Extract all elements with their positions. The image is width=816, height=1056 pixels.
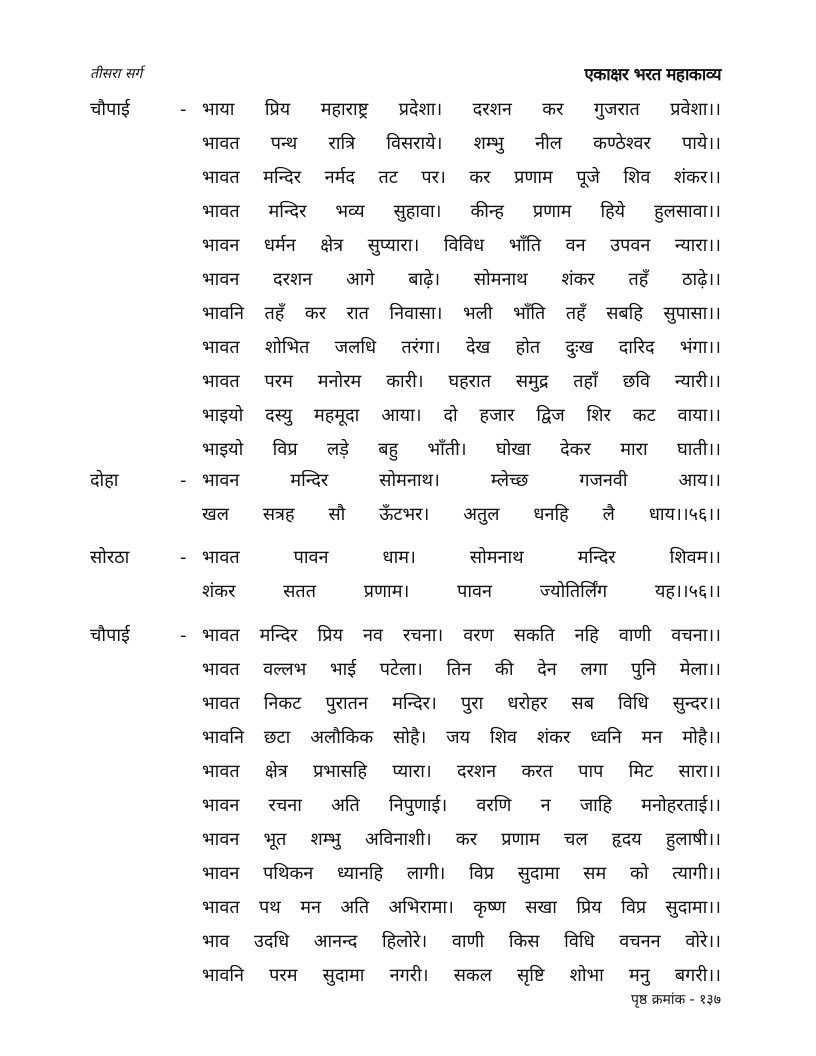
verse-lines xyxy=(202,93,721,467)
chapter-title: तीसरा सर्ग xyxy=(90,66,143,82)
verse-dash: - xyxy=(180,470,187,491)
verse-line: भावत पन्थ रात्रि विसराये। शम्भु नील कण्ठेश्वर पाये।। xyxy=(202,133,721,154)
verse-line: भावनि परम सुदामा नगरी। सकल सृष्टि शोभा मनु बगरी।। xyxy=(202,965,721,986)
verse-label: सोरठा xyxy=(90,547,130,568)
verse-line: खल सत्रह सौ ऊँटभर। अतुल धनहि लै धाय।।५६।। xyxy=(202,504,721,525)
verse-line: भावत पथ मन अति अभिरामा। कृष्ण सखा प्रिय विप्र सुदामा।। xyxy=(202,897,721,918)
verse-line: भावनि छटा अलौकिक सोहै। जय शिव शंकर ध्वनि मन मोहै।। xyxy=(202,727,721,748)
verse-line: भावत वल्लभ भाई पटेला। तिन की देन लगा पुनि मेला।। xyxy=(202,659,721,680)
verse-dash: - xyxy=(180,547,187,568)
verse-line: भाया प्रिय महाराष्ट्र प्रदेशा। दरशन कर गुजरात प्रवेशा।। xyxy=(202,99,721,120)
verse-line: भावन भूत शम्भु अविनाशी। कर प्रणाम चल हृदय हुलाषी।। xyxy=(202,829,721,850)
verse-line: भावत मन्दिर प्रिय नव रचना। वरण सकति नहि वाणी वचना।। xyxy=(202,625,721,646)
verse-line: भाव उदधि आनन्द हिलोरे। वाणी किस विधि वचनन वोरे।। xyxy=(202,931,721,952)
verse-line: भावत क्षेत्र प्रभासहि प्यारा। दरशन करत पाप मिट सारा।। xyxy=(202,761,721,782)
book-title: एकाक्षर भरत महाकाव्य xyxy=(584,65,721,85)
verse-line: भावत निकट पुरातन मन्दिर। पुरा धरोहर सब विधि सुन्दर।। xyxy=(202,693,721,714)
verse-label: चौपाई xyxy=(90,625,130,646)
verse-line: शंकर सतत प्रणाम। पावन ज्योतिर्लिंग यह।।५६।। xyxy=(202,581,721,602)
verse-line: भावत परम मनोरम कारी। घहरात समुद्र तहाँ छवि न्यारी।। xyxy=(202,371,721,392)
verse-line: भावन धर्मन क्षेत्र सुप्यारा। विविध भाँति वन उपवन न्यारा।। xyxy=(202,235,721,256)
verse-line: भावन मन्दिर सोमनाथ। म्लेच्छ गजनवी आय।। xyxy=(202,470,721,491)
verse-dash: - xyxy=(180,625,187,646)
verse-line: भावत पावन धाम। सोमनाथ मन्दिर शिवम।। xyxy=(202,547,721,568)
verse-dash: - xyxy=(180,99,187,120)
verse-label: चौपाई xyxy=(90,99,130,120)
verse-line: भावत मन्दिर भव्य सुहावा। कीन्ह प्रणाम हिये हुलसावा।। xyxy=(202,201,721,222)
verse-line: भावन रचना अति निपुणाई। वरणि न जाहि मनोहरताई।। xyxy=(202,795,721,816)
verse-lines xyxy=(202,619,721,993)
page-number: पृष्ठ क्रमांक - १३७ xyxy=(631,992,721,1008)
verse-label: दोहा xyxy=(90,470,119,491)
verse-line: भावत मन्दिर नर्मद तट पर। कर प्रणाम पूजे शिव शंकर।। xyxy=(202,167,721,188)
verse-line: भाइयो दस्यु महमूदा आया। दो हजार द्विज शिर कट वाया।। xyxy=(202,405,721,426)
verse-line: भावन पथिकन ध्यानहि लागी। विप्र सुदामा सम को त्यागी।। xyxy=(202,863,721,884)
verse-line: भावन दरशन आगे बाढ़े। सोमनाथ शंकर तहँ ठाढ़े।। xyxy=(202,269,721,290)
verse-line: भाइयो विप्र लड़े बहु भाँती। घोखा देकर मारा घाती।। xyxy=(202,439,721,460)
verse-line: भावनि तहँ कर रात निवासा। भली भाँति तहँ सबहि सुपासा।। xyxy=(202,303,721,324)
verse-line: भावत शोभित जलधि तरंगा। देख होत दुःख दारिद भंगा।। xyxy=(202,337,721,358)
verse-lines xyxy=(202,541,721,609)
verse-lines xyxy=(202,464,721,532)
page-header xyxy=(90,62,721,88)
